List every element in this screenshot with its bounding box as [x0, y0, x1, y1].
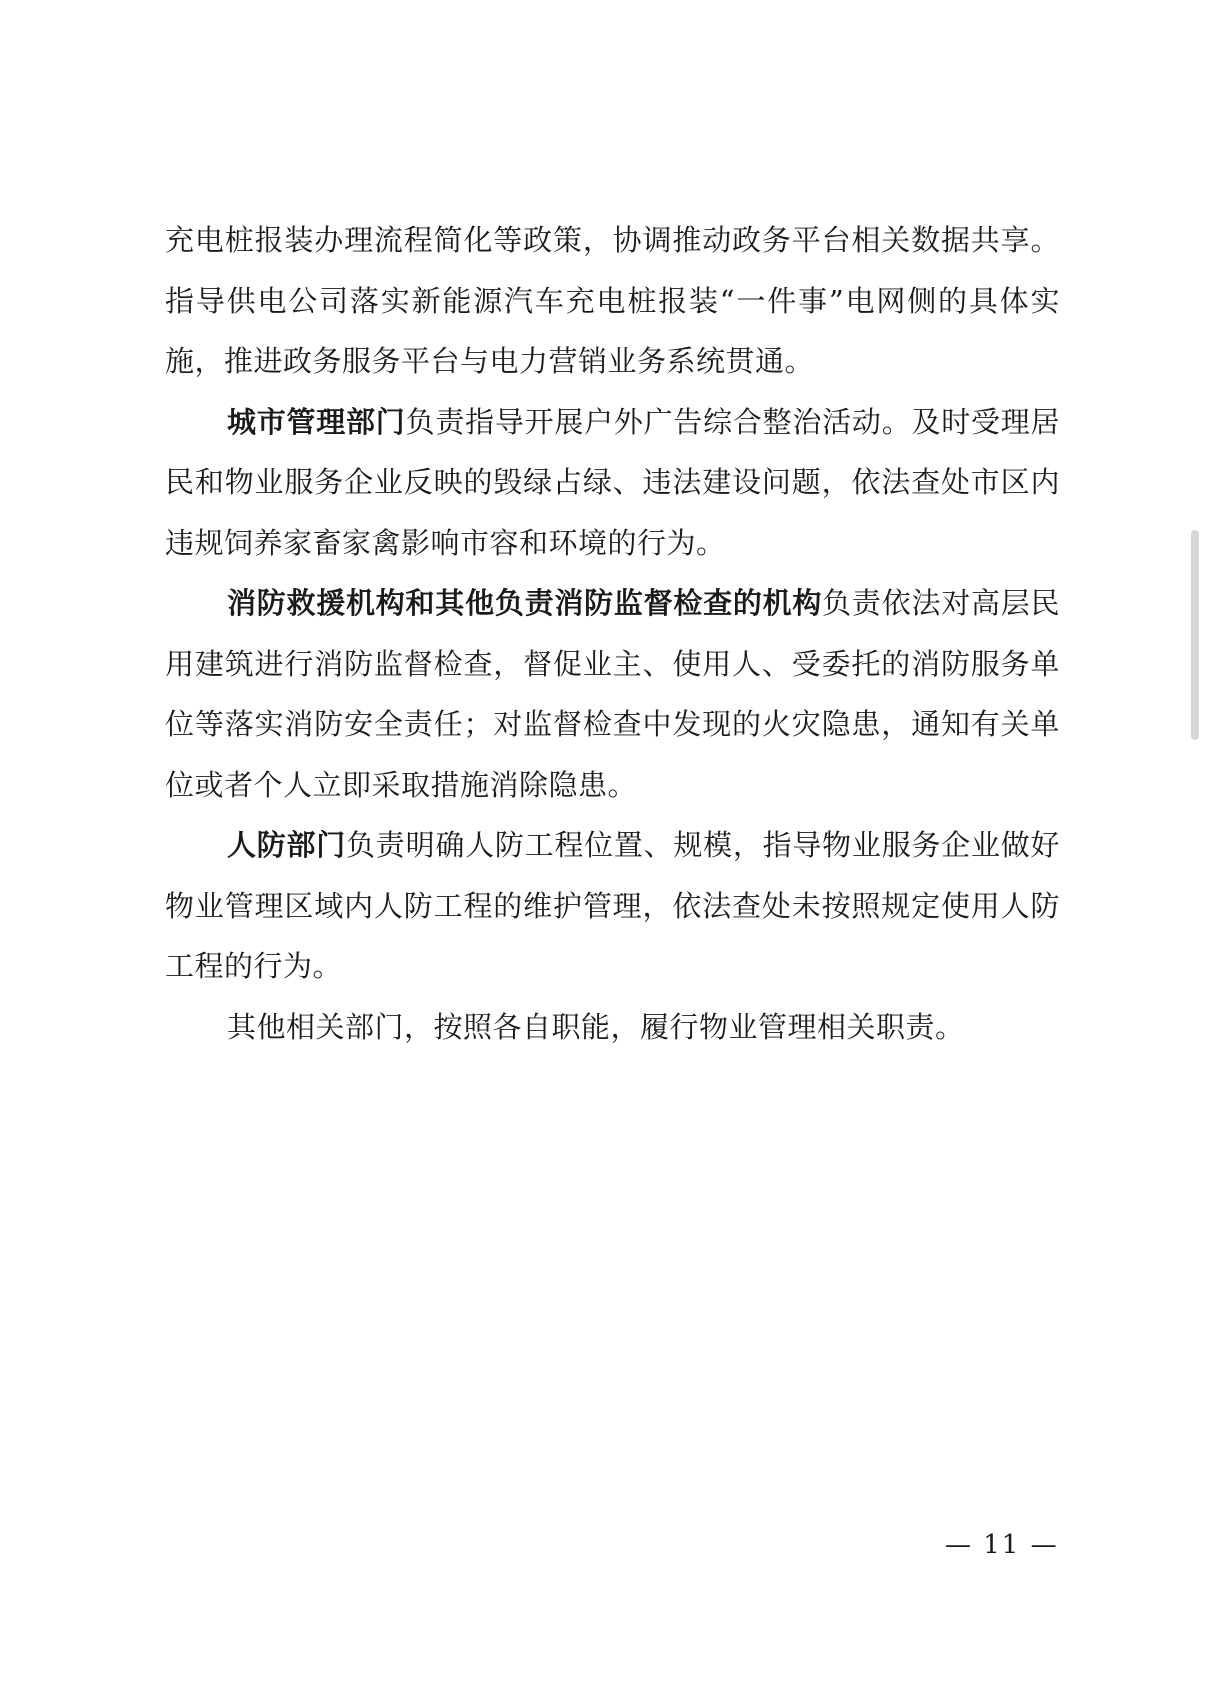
paragraph-continuation: [165, 210, 1060, 392]
paragraph-text: 其他相关部门，按照各自职能，履行物业管理相关职责。: [227, 1009, 965, 1044]
paragraph-text: 负责明确人防工程位置、规模，指导物业服务企业做好物业管理区域内人防工程的维护管理，依法查处未按照规定使用人防工程的行为。: [165, 828, 1060, 983]
document-body: [165, 210, 1060, 1057]
paragraph-lead: 城市管理部门: [227, 404, 406, 439]
paragraph-text: 负责指导开展户外广告综合整治活动。及时受理居民和物业服务企业反映的毁绿占绿、违法建设问题，依法查处市区内违规饲养家畜家禽影响市容和环境的行为。: [165, 404, 1060, 560]
paragraph-lead: 消防救援机构和其他负责消防监督检查的机构: [227, 586, 823, 620]
paragraph-fire-rescue: [165, 573, 1060, 815]
paragraph-text: 充电桩报装办理流程简化等政策，协调推动政务平台相关数据共享。指导供电公司落实新能源汽车充电桩报装“一件事”电网侧的具体实施，推进政务服务平台与电力营销业务系统贯通。: [165, 223, 1060, 378]
paragraph-other-departments: [165, 997, 1060, 1058]
paragraph-lead: 人防部门: [227, 828, 347, 862]
paragraph-civil-defense: [165, 815, 1060, 997]
page-number: — 11 —: [945, 1530, 1059, 1560]
paragraph-urban-management: [165, 392, 1060, 574]
paragraph-text: 负责依法对高层民用建筑进行消防监督检查，督促业主、使用人、受委托的消防服务单位等落实消防安全责任；对监督检查中发现的火灾隐患，通知有关单位或者个人立即采取措施消除隐患。: [165, 586, 1060, 802]
scrollbar-thumb[interactable]: [1191, 530, 1199, 740]
